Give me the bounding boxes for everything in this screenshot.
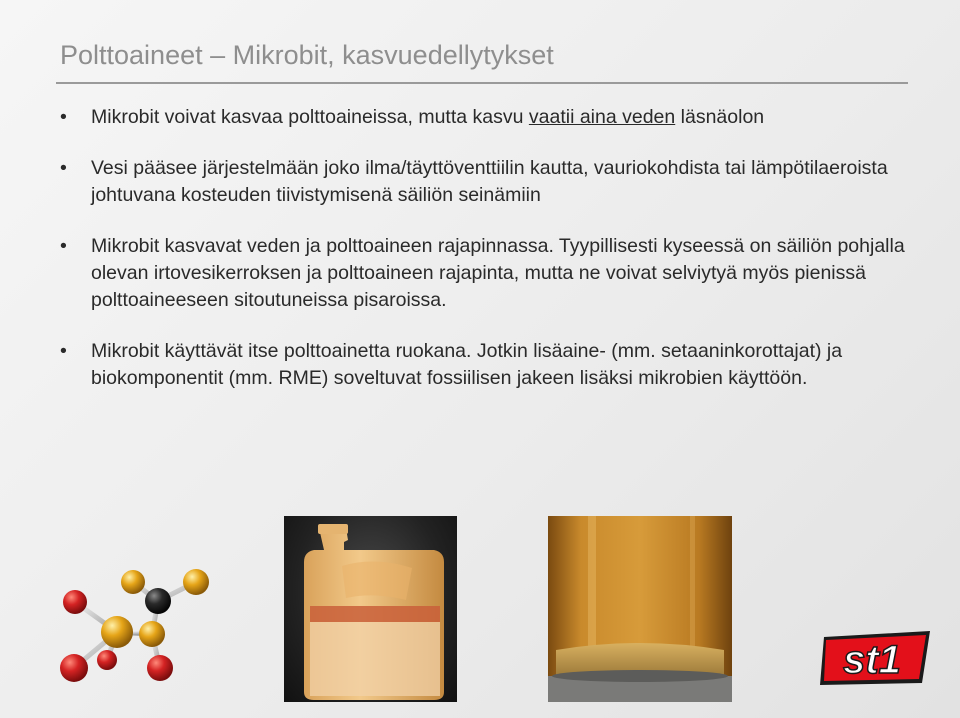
logo-text: st1 [843, 638, 901, 682]
jar-illustration [548, 516, 732, 702]
atom-red [63, 590, 87, 614]
bullet-underlined-text: vaatii aina veden [528, 106, 676, 128]
canister-illustration [284, 516, 457, 702]
atom-gold [121, 570, 145, 594]
bullet-text: Mikrobit kasvavat veden ja polttoaineen rajapinnassa. Tyypillisesti kyseessä on säiliön pohjalla olevan irtovesikerroksen ja polttoaineen rajapinta, mutta ne voivat selviytyä myös pienissä polttoaineeseen sitoutuneissa pisaroissa. [91, 235, 905, 311]
atom-black [145, 588, 171, 614]
bullet-item [60, 155, 910, 209]
bullet-item [60, 338, 910, 392]
bullet-item [60, 104, 910, 131]
molecule-bonds [74, 582, 196, 668]
title-divider [56, 82, 908, 84]
bullet-text: Mikrobit käyttävät itse polttoainetta ruokana. Jotkin lisäaine- (mm. setaaninkorottajat) ja biokomponentit (mm. RME) soveltuvat fossiilisen jakeen lisäksi mikrobien käyttöön. [91, 340, 843, 389]
bullet-list [60, 104, 910, 416]
bullet-text: Vesi pääsee järjestelmään joko ilma/täyttöventtiilin kautta, vauriokohdista tai lämpötilaeroista johtuvana kosteuden tiivistymisenä säiliön seinämiin [91, 157, 888, 206]
atom-gold [183, 569, 209, 595]
bullet-item [60, 233, 910, 314]
st1-logo [818, 627, 936, 689]
fuel-canister-photo [284, 516, 457, 702]
atom-gold [101, 616, 133, 648]
atom-gold [139, 621, 165, 647]
molecule-model-image [48, 556, 218, 696]
slide-title: Polttoaineet – Mikrobit, kasvuedellytykset [60, 40, 554, 70]
atom-red [60, 654, 88, 682]
fuel-sample-jar-photo [548, 516, 732, 702]
bullet-text: Mikrobit voivat kasvaa polttoaineissa, mutta kasvu [91, 106, 529, 128]
bullet-text-tail: läsnäolon [675, 106, 765, 128]
atom-red [147, 655, 173, 681]
atom-red [97, 650, 117, 670]
